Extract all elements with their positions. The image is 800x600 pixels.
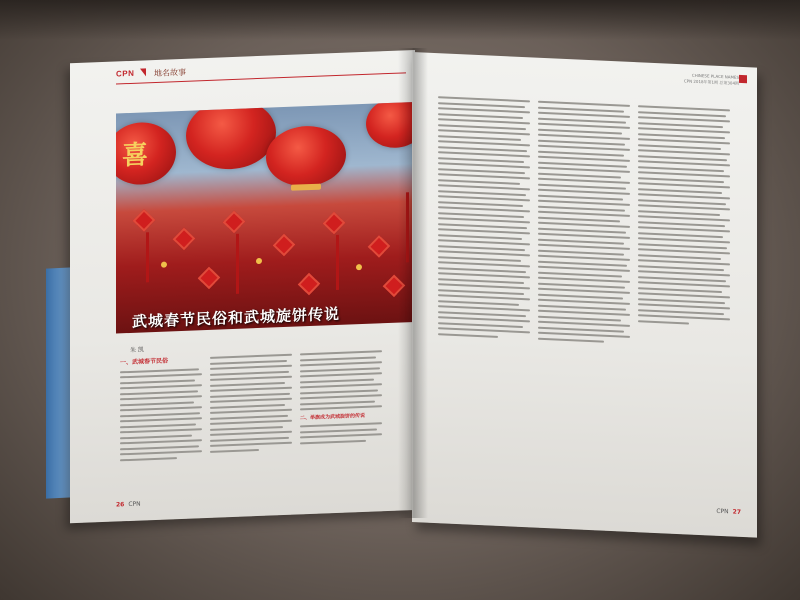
section-label: 地名故事: [154, 67, 186, 79]
brand-triangle-icon: [140, 68, 146, 76]
brand-logo: CPN: [116, 68, 135, 79]
tassel: [236, 234, 239, 294]
chinese-knot: [133, 209, 156, 232]
byline: 朱 凯: [130, 346, 144, 354]
chinese-knot: [298, 273, 321, 296]
lantern: [266, 125, 346, 188]
lantern-photo: [116, 102, 415, 334]
subhead-2: 二、举旗成为武城旋饼的传说: [300, 412, 366, 421]
text-column-4: [438, 93, 530, 342]
lantern: [186, 102, 276, 171]
text-column-5: [538, 98, 630, 347]
chinese-knot: [368, 235, 391, 258]
subhead-1: 一、武城春节民俗: [120, 357, 169, 367]
gold-ornament: [256, 258, 262, 264]
header-mark-icon: [739, 75, 747, 83]
gold-ornament: [356, 264, 362, 270]
text-column-1: [120, 354, 202, 464]
right-page-number: CPN 27: [716, 507, 741, 516]
chinese-knot: [173, 228, 196, 251]
left-page: [70, 50, 415, 523]
tassel: [336, 235, 339, 290]
text-column-2: [210, 351, 292, 456]
chinese-knot: [198, 267, 221, 290]
chinese-knot: [383, 274, 406, 297]
tassel: [406, 192, 409, 262]
chinese-knot: [273, 234, 296, 257]
cover-edge: [46, 267, 72, 498]
text-column-6: [638, 102, 730, 329]
lantern: [366, 102, 415, 149]
chinese-knot: [323, 212, 346, 235]
left-page-number: 26 CPN: [116, 500, 141, 509]
text-column-3: [300, 347, 382, 447]
right-page: [412, 52, 757, 538]
article-title: 武城春节民俗和武城旋饼传说: [132, 304, 341, 331]
chinese-knot: [223, 211, 246, 234]
lantern-cap: [291, 184, 321, 191]
running-header: CHINESE PLACE NAMES CPN 2018年第1期 总第304期: [683, 72, 739, 86]
tassel: [146, 232, 149, 282]
gold-ornament: [161, 262, 167, 268]
lantern-glyph: 喜: [122, 140, 149, 172]
